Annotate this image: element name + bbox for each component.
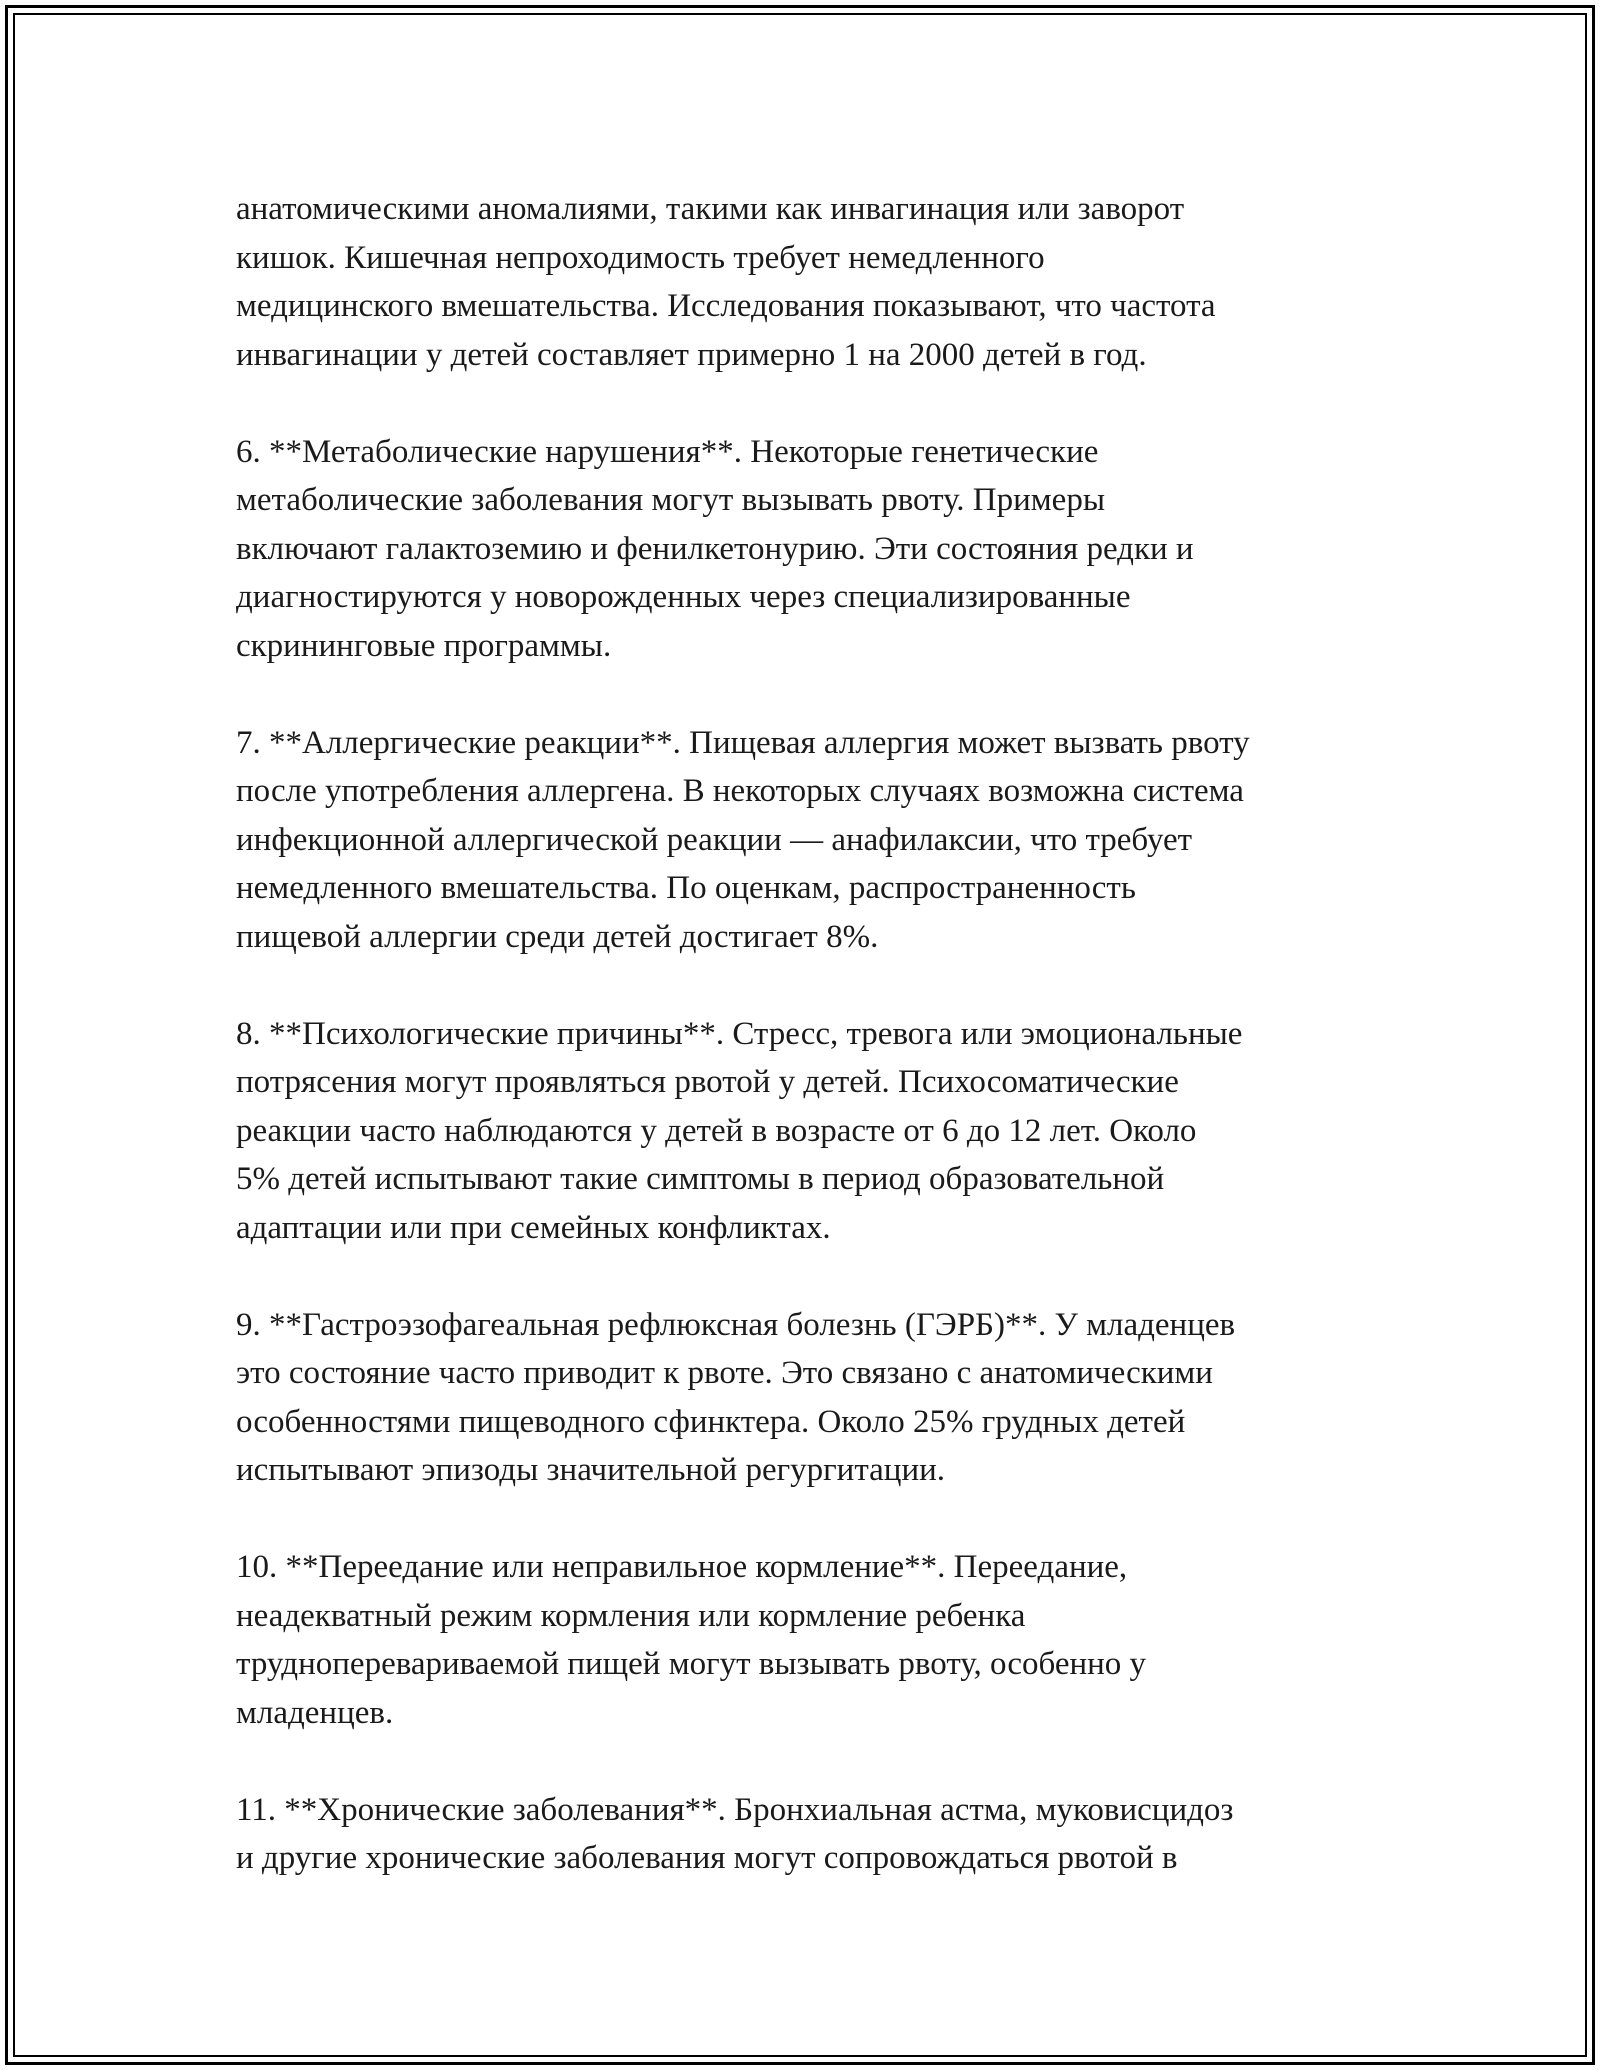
text-line: после употребления аллергена. В некоторых случаях возможна система [236, 773, 1244, 809]
text-line: инфекционной аллергической реакции — анафилаксии, что требует [236, 821, 1193, 858]
text-line: 9. **Гастроэзофагеальная рефлюксная болезнь (ГЭРБ)**. У младенцев [236, 1306, 1236, 1343]
text-line: инвагинации у детей составляет примерно 1 на 2000 детей в год. [236, 336, 1147, 373]
text-line: это состояние часто приводит к рвоте. Это связано с анатомическими [236, 1355, 1213, 1391]
paragraph-item-10-overeating [236, 1543, 1396, 1737]
text-line: адаптации или при семейных конфликтах. [236, 1209, 831, 1246]
text-line: 10. **Переедание или неправильное кормление**. Переедание, [236, 1549, 1128, 1585]
text-line: реакции часто наблюдаются у детей в возрасте от 6 до 12 лет. Около [236, 1112, 1197, 1149]
text-line: потрясения могут проявляться рвотой у детей. Психосоматические [236, 1064, 1179, 1100]
paragraph-item-7-allergic [236, 719, 1396, 962]
paragraph-item-11-chronic [236, 1786, 1396, 1883]
text-line: анатомическими аномалиями, такими как инвагинация или заворот [236, 191, 1185, 227]
text-line: скрининговые программы. [236, 627, 612, 664]
text-line: метаболические заболевания могут вызывать рвоту. Примеры [236, 482, 1105, 518]
text-line: 7. **Аллергические реакции**. Пищевая аллергия может вызвать рвоту [236, 724, 1250, 761]
text-line: пищевой аллергии среди детей достигает 8%. [236, 918, 879, 955]
document-body [236, 185, 1396, 1931]
text-line: 6. **Метаболические нарушения**. Некоторые генетические [236, 433, 1099, 470]
text-line: немедленного вмешательства. По оценкам, распространенность [236, 870, 1136, 906]
text-line: и другие хронические заболевания могут сопровождаться рвотой в [236, 1840, 1178, 1876]
text-line: включают галактоземию и фенилкетонурию. Эти состояния редки и [236, 530, 1194, 567]
paragraph-item-6-metabolic [236, 428, 1396, 671]
text-line: особенностями пищеводного сфинктера. Около 25% грудных детей [236, 1403, 1186, 1440]
text-line: испытывают эпизоды значительной регургитации. [236, 1452, 946, 1488]
paragraph-item-8-psychological [236, 1010, 1396, 1253]
text-line: диагностируются у новорожденных через специализированные [236, 579, 1131, 615]
text-line: 11. **Хронические заболевания**. Бронхиальная астма, муковисцидоз [236, 1791, 1234, 1828]
text-line: медицинского вмешательства. Исследования показывают, что частота [236, 288, 1216, 324]
text-line: 5% детей испытывают такие симптомы в период образовательной [236, 1161, 1165, 1197]
text-line: неадекватный режим кормления или кормление ребенка [236, 1597, 1026, 1634]
text-line: младенцев. [236, 1694, 394, 1731]
text-line: 8. **Психологические причины**. Стресс, тревога или эмоциональные [236, 1015, 1243, 1052]
paragraph-intussusception [236, 185, 1396, 379]
paragraph-item-9-gerd [236, 1301, 1396, 1495]
text-line: кишок. Кишечная непроходимость требует немедленного [236, 239, 1045, 276]
text-line: трудноперевариваемой пищей могут вызывать рвоту, особенно у [236, 1646, 1147, 1682]
